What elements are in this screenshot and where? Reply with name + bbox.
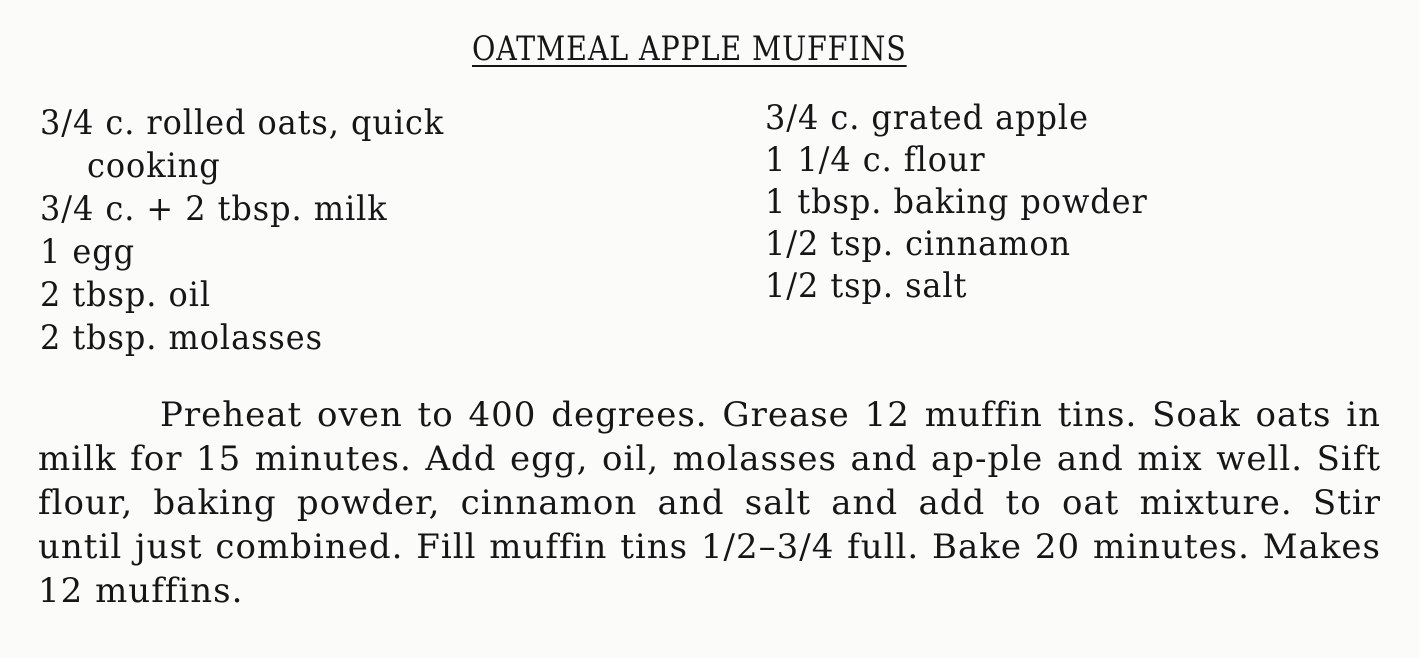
ingredient-text: 3/4 c. + 2 tbsp. milk <box>40 189 388 229</box>
ingredient-text: 2 tbsp. oil <box>40 275 212 315</box>
ingredient-text: 2 tbsp. molasses <box>40 318 323 358</box>
ingredient-item <box>40 274 444 317</box>
ingredient-item: 1 1/4 c. flour <box>765 140 986 180</box>
ingredient-item: 1/2 tsp. cinnamon <box>765 224 1072 264</box>
ingredient-item <box>40 231 444 274</box>
ingredient-item <box>40 317 444 360</box>
ingredient-item: 3/4 c. grated apple <box>765 98 1089 138</box>
instructions-paragraph: Preheat oven to 400 degrees. Grease 12 muffin tins. Soak oats in milk for 15 minutes. Add egg, oil, molasses and ap-ple and mix well. Sift flour, baking powder, cinnamon and salt and add to oat mixture. Stir until just combined. Fill muffin tins 1/2–3/4 full. Bake 20 minutes. Makes 12 muffins. <box>38 395 1381 611</box>
recipe-title: OATMEAL APPLE MUFFINS <box>472 29 907 69</box>
ingredient-continuation: cooking <box>87 146 221 186</box>
ingredient-text: 3/4 c. rolled oats, quick <box>40 103 445 143</box>
ingredient-item: 1/2 tsp. salt <box>765 266 968 306</box>
ingredient-text: 1 egg <box>40 232 136 272</box>
ingredient-item: 1 tbsp. baking powder <box>765 182 1148 222</box>
ingredients-right-column <box>765 97 1172 307</box>
ingredient-item <box>40 102 444 188</box>
ingredients-left-column <box>40 102 470 360</box>
ingredient-item <box>40 188 444 231</box>
